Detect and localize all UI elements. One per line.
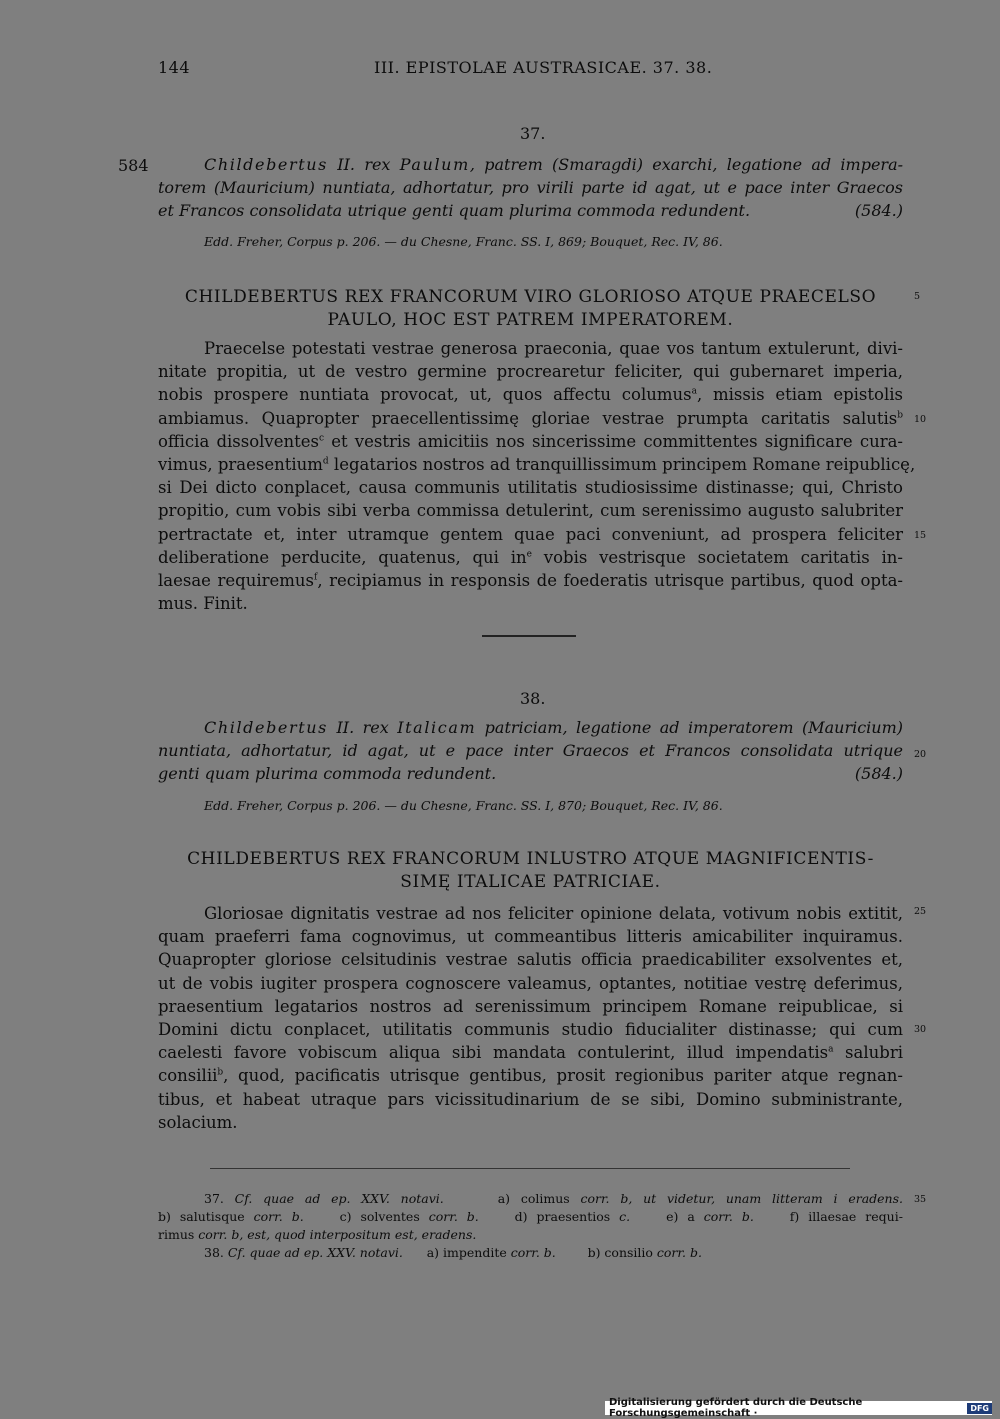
letter-38-date: (584.) [854,764,903,783]
running-title: III. EPISTOLAE AUSTRASICAE. 37. 38. [374,58,713,77]
body-line: pertractate et, inter utramque gentem quae paci conveniunt, ad prospera feliciter [158,524,903,544]
body-line: vimus, praesentium$^d$ legatarios nostros ad tranquillissimum principem Romane reipublicę, [158,455,916,475]
margin-line-number: 35 [914,1194,927,1205]
body-line: si Dei dicto conplacet, causa communis utilitatis studiosissime distinasse; qui, Christo [158,478,903,498]
body-line: Gloriosae dignitatis vestrae ad nos feliciter opinione delata, votivum nobis extitit, [204,904,903,923]
letter-37-date: (584.) [854,201,903,220]
dfg-logo-icon: DFG [967,1403,992,1414]
letter-38-summary: Childebertus II. rex Italicam patriciam, legatione ad imperatorem (Mauricium) nuntiata, adhortatur, id agat, ut e pace inter Graecos et Francos consolidata utrique genti quam plurima commoda redundent. (584.) [158,718,904,783]
section-divider [482,635,576,637]
body-line: ambiamus. Quapropter praecellentissimę gloriae vestrae prumpta caritatis salutis$^b$ [158,408,903,428]
dfg-banner [605,1397,992,1419]
footnote-marker: a [691,386,697,397]
body-line: deliberatione perducite, quatenus, qui $in^e$ vobis vestrisque societatem caritatis in- [158,547,903,567]
margin-line-number: 20 [914,749,927,760]
margin-line-number: 25 [914,906,927,917]
footnote-marker: b [217,1067,224,1078]
footnote-marker: a [828,1044,834,1055]
body-line: tibus, et habeat utraque pars vicissitudinarium de se sibi, Domino subministrante, [158,1089,903,1109]
letter-37-summary: Childebertus II. rex Paulum, patrem (Smaragdi) exarchi, legatione ad impera- torem (Mauricium) nuntiata, adhortatur, pro virili parte id agat, ut e pace inter Graecos et Francos consolidata utrique genti quam plurima commoda redundent. (584.) [158,155,904,220]
letter-38-editions: Edd. Freher, Corpus p. 206. — du Chesne, Franc. SS. I, 870; Bouquet, Rec. IV, 86. [204,798,723,813]
footnote-marker: b [897,410,903,421]
body-line: officia dissolventes$^c$ et vestris amicitiis nos sincerissime committentes significare cura- [158,431,903,451]
margin-line-number: 30 [914,1024,927,1035]
body-line: Praecelse potestati vestrae generosa praeconia, quae vos tantum extulerunt, divi- [204,339,903,358]
body-line: Domini dictu conplacet, utilitatis communis studio fiducialiter distinasse; qui cum [158,1020,903,1040]
footnote-line: 38. Cf. quae ad ep. XXV. notavi. a) impendite corr. b. b) consilio corr. b. [204,1245,702,1260]
dfg-banner-text: Digitalisierung gefördert durch die Deutsche Forschungsgemeinschaft · [609,1397,863,1419]
letter-38-body [158,902,903,1134]
footnotes [158,1190,903,1262]
footnote-marker: c [319,433,325,444]
margin-line-number: 5 [914,291,921,302]
body-line: Quapropter gloriose celsitudinis vestrae salutis officia praedicabiliter exsolventes et, [158,950,903,970]
body-line: ut de vobis iugiter prospera cognoscere valeamus, optantes, notitiae vestrę deferimus, [158,973,903,993]
footnote-rule [210,1168,850,1169]
footnote-marker: f [314,572,318,583]
letter-37-title: CHILDEBERTUS REX FRANCORUM VIRO GLORIOSO ATQUE PRAECELSO PAULO, HOC EST PATREM IMPERATOREM. [184,287,877,330]
body-line: laesae requiremus$^f$, recipiamus in responsis de foederatis utrisque partibus, quod opta- [158,571,903,591]
body-line: nitate propitia, ut de vestro germine procrearetur feliciter, qui gubernaret imperia, [158,362,903,382]
margin-line-number: 15 [914,530,927,541]
footnote-line: b) salutisque corr. b. c) solventes corr. b. d) praesentios c. e) a corr. b. f) illaesae requi- [158,1209,903,1224]
footnote-marker: e [526,549,532,560]
letter-37-year-margin: 584 [118,156,149,175]
page-number: 144 [158,58,191,77]
letter-37-editions: Edd. Freher, Corpus p. 206. — du Chesne, Franc. SS. I, 869; Bouquet, Rec. IV, 86. [204,234,723,249]
body-line: mus. Finit. [158,594,248,614]
body-line: solacium. [158,1112,238,1132]
letter-37-body [158,337,916,615]
body-line: caelesti favore vobiscum aliqua sibi mandata contulerint, illud impendatis$^a$ salubri [158,1043,903,1063]
margin-line-number: 10 [914,414,927,425]
body-line: propitio, cum vobis sibi verba commissa detulerint, cum serenissimo augusto salubriter [158,501,903,521]
body-line: nobis prospere nuntiata provocat, ut, quos affectu columus$^a$, missis etiam epistolis [158,385,903,405]
footnote-line: 37. Cf. quae ad ep. XXV. notavi. a) colimus corr. b, ut videtur, unam litteram i eradens. [204,1191,903,1206]
letter-38-title: CHILDEBERTUS REX FRANCORUM INLUSTRO ATQUE MAGNIFICENTIS- SIMĘ ITALICAE PATRICIAE. [187,849,874,892]
footnote-line: rimus corr. b, est, quod interpositum est, eradens. [158,1227,477,1242]
body-line: quam praeferri fama cognovimus, ut commeantibus litteris amicabiliter inquiramus. [158,927,903,947]
body-line: consilii$^b$, quod, pacificatis utrisque gentibus, prosit regionibus pariter atque regnan- [158,1066,903,1086]
body-line: praesentium legatarios nostros ad serenissimum principem Romane reipublicae, si [158,996,903,1016]
letter-37-number: 37. [520,124,546,143]
letter-38-number: 38. [520,689,546,708]
footnote-marker: d [322,456,329,467]
